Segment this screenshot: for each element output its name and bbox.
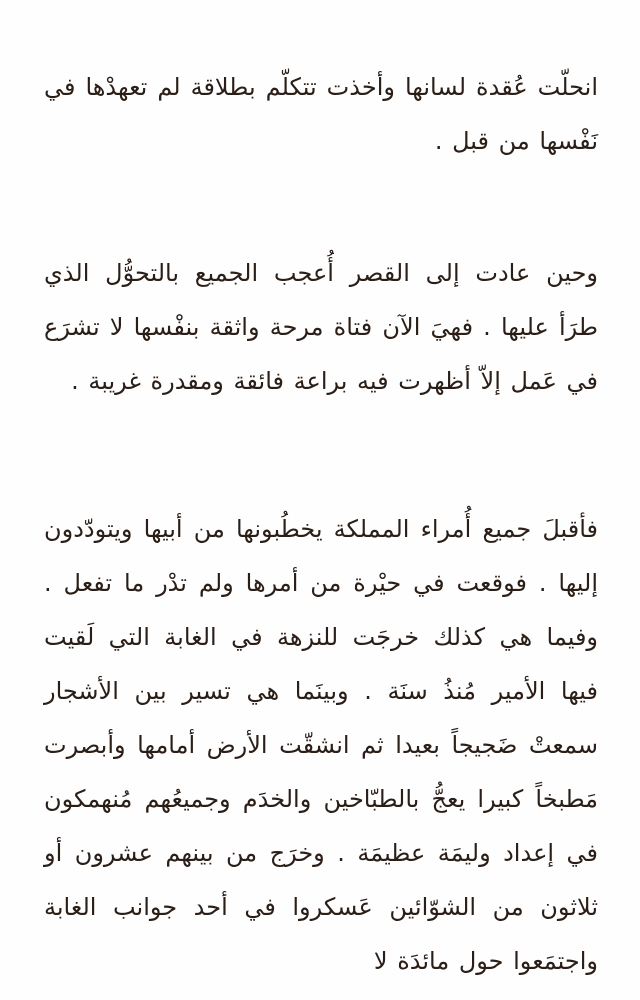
- paragraph-2: وحين عادت إلى القصر أُعجب الجميع بالتحوُّل الذي طرَأ عليها . فهيَ الآن فتاة مرحة واثقة بنفْسها لا تشرَع في عَمل إلاّ أظهرت فيه براعة فائقة ومقدرة غريبة .: [44, 259, 598, 395]
- paragraph-1: انحلّت عُقدة لسانها وأخذت تتكلّم بطلاقة لم تعهدْها في نَفْسها من قبل .: [44, 73, 598, 155]
- paragraph-3: فأقبلَ جميع أُمراء المملكة يخطُبونها من أبيها ويتودّدون إليها . فوقعت في حيْرة من أمرها ولم تدْر ما تفعل . وفيما هي كذلك خرجَت للنزهة في الغابة التي لَقيت فيها الأمير مُنذُ سنَة . وبينَما هي تسير بين الأشجار سمعتْ ضَجيجاً بعيدا ثم انشقّت الأرض أمامها وأبصرت مَطبخاً كبيرا يعجُّ بالطبّاخين والخدَم وجميعُهم مُنهمكون في إعداد وليمَة عظيمَة . وخرَج من بينهم عشرون أو ثلاثون من الشوّائين عَسكروا في أحد جوانب الغابة واجتمَعوا حول مائدَة لا: [44, 515, 598, 975]
